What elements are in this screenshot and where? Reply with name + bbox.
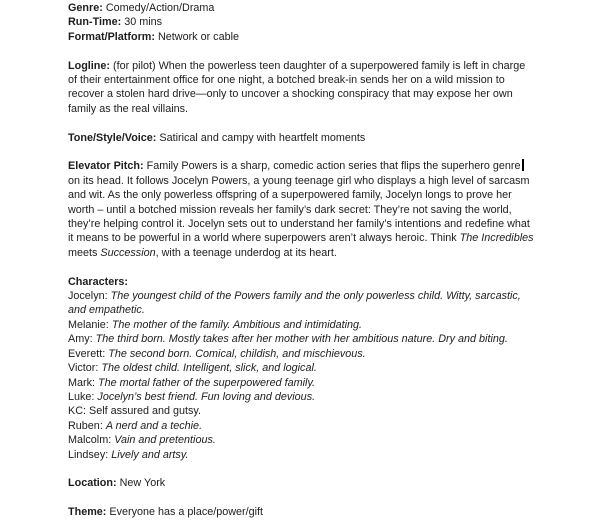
text-cursor — [522, 159, 524, 171]
character-name: Lindsey: — [68, 448, 109, 461]
character-name: Everett: — [68, 347, 106, 360]
character-description: Self assured and gutsy. — [89, 405, 202, 418]
format-label: Format/Platform: — [68, 30, 155, 43]
character-description: A nerd and a techie. — [105, 419, 203, 432]
character-name: Amy: — [68, 333, 93, 346]
tone-label: Tone/Style/Voice: — [68, 131, 157, 144]
character-row-everett[interactable] — [68, 347, 534, 361]
spacer-line — [68, 260, 534, 274]
genre-label: Genre: — [68, 2, 103, 14]
referenced-title-succession: Succession — [100, 246, 156, 259]
character-row-victor[interactable] — [68, 361, 534, 375]
character-name: Luke: — [68, 390, 95, 403]
character-row-luke[interactable] — [68, 390, 534, 404]
logline-paragraph[interactable] — [68, 59, 534, 117]
character-name: Jocelyn: — [68, 290, 108, 303]
genre-value: Comedy/Action/Drama — [105, 2, 215, 14]
location-value: New York — [119, 477, 166, 490]
spacer-line — [68, 145, 534, 159]
character-name: Ruben: — [68, 419, 103, 432]
logline-label: Logline: — [68, 59, 110, 72]
location-label: Location: — [68, 477, 117, 490]
runtime-label: Run-Time: — [68, 16, 122, 29]
elevator-pitch-text-before-cursor: Family Powers is a sharp, comedic action series that flips the superhero genre — [146, 160, 521, 173]
spacer-line — [68, 44, 534, 58]
character-row-malcolm[interactable] — [68, 433, 534, 447]
elevator-pitch-text-end: , with a teenage underdog at its heart. — [155, 246, 337, 259]
character-row-mark[interactable] — [68, 376, 534, 390]
spacer-line — [68, 462, 534, 476]
character-name: Victor: — [68, 362, 99, 375]
theme-line[interactable] — [68, 505, 534, 519]
character-name: Melanie: — [68, 318, 109, 331]
characters-heading[interactable] — [68, 275, 534, 289]
character-description: Vain and pretentious. — [114, 434, 216, 447]
theme-value: Everyone has a place/power/gift — [109, 506, 264, 519]
character-description: Jocelyn’s best friend. Fun loving and devious. — [97, 390, 316, 403]
character-row-lindsey[interactable] — [68, 448, 534, 462]
meta-genre-line[interactable] — [68, 1, 534, 15]
elevator-pitch-label: Elevator Pitch: — [68, 160, 144, 173]
tone-paragraph[interactable] — [68, 131, 534, 145]
character-row-ruben[interactable] — [68, 419, 534, 433]
character-row-amy[interactable] — [68, 332, 534, 346]
character-description: The youngest child of the Powers family and the only powerless child. Witty, sarcastic, and empathetic. — [68, 290, 521, 317]
character-name: Mark: — [68, 376, 95, 389]
tone-text: Satirical and campy with heartfelt moments — [159, 131, 366, 144]
character-description: The mother of the family. Ambitious and intimidating. — [111, 318, 363, 331]
theme-label: Theme: — [68, 506, 107, 519]
character-description: The mortal father of the superpowered family. — [98, 376, 316, 389]
character-description: The oldest child. Intelligent, slick, and logical. — [101, 362, 317, 375]
meta-runtime-line[interactable] — [68, 15, 534, 29]
character-row-melanie[interactable] — [68, 318, 534, 332]
character-row-jocelyn[interactable] — [68, 289, 534, 318]
format-value: Network or cable — [157, 30, 239, 43]
logline-text: (for pilot) When the powerless teen daughter of a superpowered family is left in charge of their entertainment office for one night, a botched break-in sends her on a wild mission to recover a stolen hard drive—only to uncover a shocking conspiracy that may expose her own family as the real villains. — [68, 59, 526, 115]
character-row-kc[interactable] — [68, 404, 534, 418]
character-description: The second born. Comical, childish, and mischievous. — [108, 347, 366, 360]
spacer-line — [68, 491, 534, 505]
character-name: Malcolm: — [68, 434, 112, 447]
elevator-pitch-paragraph[interactable] — [68, 159, 534, 260]
elevator-pitch-text-after-cursor: on its head. It follows Jocelyn Powers, a young teenage girl who displays a high level of sarcasm and wit. As the only powerless offspring of a superpowered family, Jocelyn longs to prove her worth – until a botched mission reveals her family’s dark secret: They’re not saving the world, they’re helping control it. Jocelyn sets out to understand her family’s intentions and redefine what it means to be powerful in a world where superpowers aren’t always heroic. Think — [68, 174, 530, 245]
elevator-pitch-text-between-titles: meets — [68, 246, 98, 259]
spacer-line — [68, 116, 534, 130]
meta-format-line[interactable] — [68, 30, 534, 44]
character-description: Lively and artsy. — [111, 448, 189, 461]
location-line[interactable] — [68, 476, 534, 490]
referenced-title-incredibles: The Incredibles — [459, 232, 534, 245]
runtime-value: 30 mins — [124, 16, 162, 29]
character-name: KC: — [68, 405, 86, 418]
character-description: The third born. Mostly takes after her mother with her ambitious nature. Dry and biting. — [95, 333, 508, 346]
characters-label: Characters: — [68, 275, 129, 288]
